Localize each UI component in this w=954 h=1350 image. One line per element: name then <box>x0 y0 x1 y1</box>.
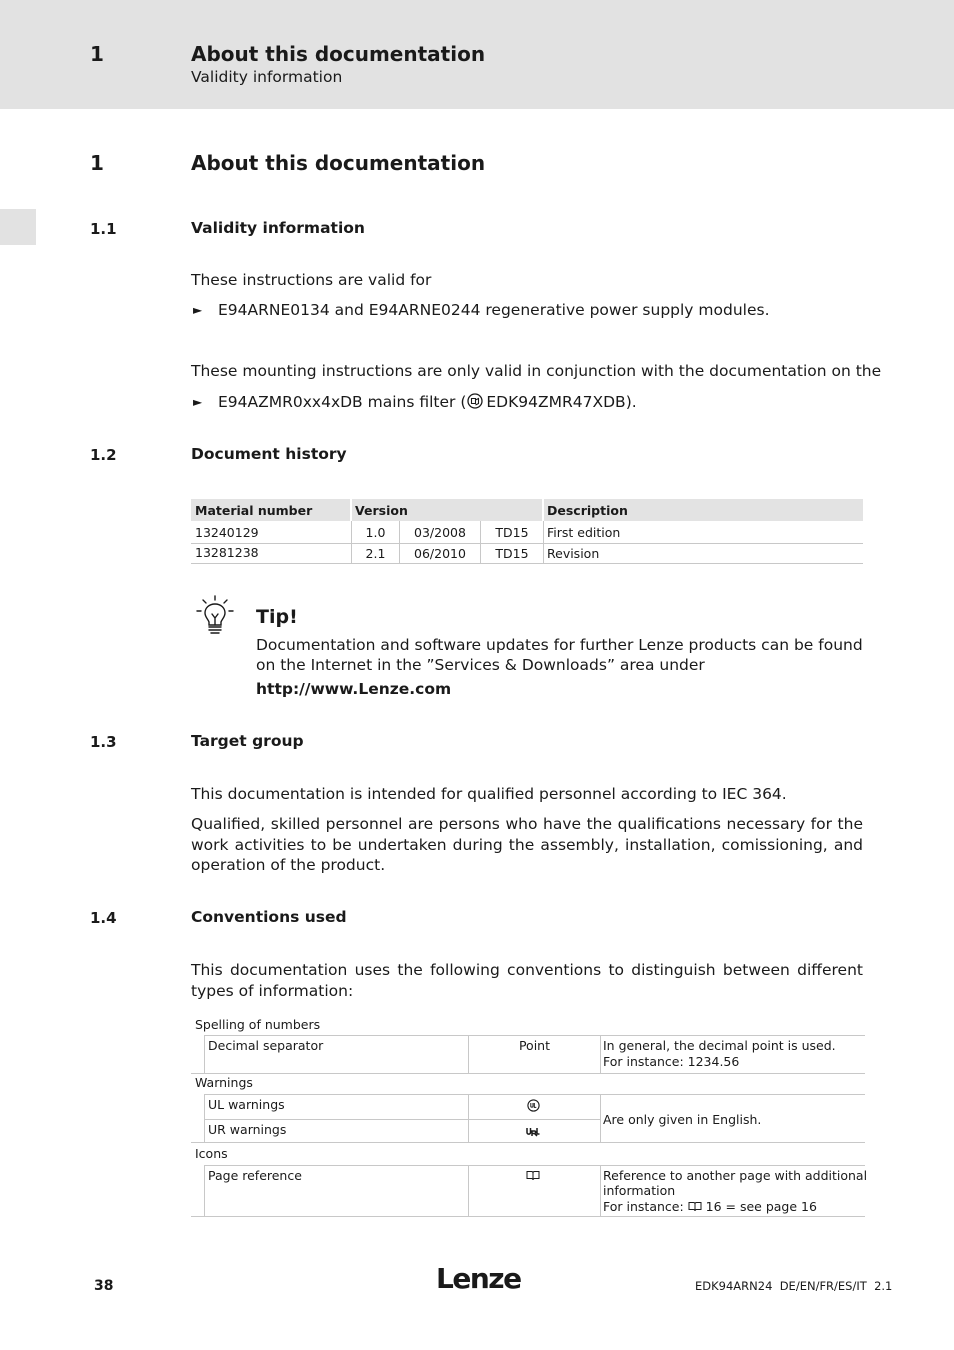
section-1-3-number: 1.3 <box>90 733 117 751</box>
page-reference-label: Page reference <box>208 1168 302 1183</box>
bullet-2-end: ). <box>625 393 637 411</box>
example-suffix: 16 = see page 16 <box>701 1199 817 1214</box>
group-spelling-of-numbers: Spelling of numbers <box>195 1017 321 1032</box>
col-material-number: Material number <box>195 503 313 518</box>
group-icons: Icons <box>195 1146 228 1161</box>
row1-td: TD15 <box>495 525 529 540</box>
document-reference-icon <box>467 393 483 409</box>
row1-date: 03/2008 <box>414 525 466 540</box>
bullet-2-reference: EDK94ZMR47XDB <box>486 393 626 411</box>
table-bottom-border <box>191 563 863 564</box>
warnings-description: Are only given in English. <box>603 1112 762 1127</box>
decimal-desc-line-2: For instance: 1234.56 <box>603 1054 740 1069</box>
ul-mark-icon <box>527 1099 540 1112</box>
bullet-arrow-icon: ► <box>193 303 203 317</box>
ur-warnings-label: UR warnings <box>208 1122 287 1137</box>
header-separator <box>542 499 544 521</box>
row2-description: Revision <box>547 546 600 561</box>
column-divider <box>468 1165 469 1216</box>
column-divider <box>468 1094 469 1142</box>
col-version: Version <box>355 503 408 518</box>
column-divider <box>600 1165 601 1216</box>
header-subtitle: Validity information <box>191 68 343 86</box>
row2-td: TD15 <box>495 546 529 561</box>
decimal-separator-label: Decimal separator <box>208 1038 324 1053</box>
column-divider <box>600 1094 601 1142</box>
header-separator <box>350 499 352 521</box>
row-divider <box>205 1165 865 1166</box>
row-divider <box>191 543 863 544</box>
column-divider <box>204 1165 205 1216</box>
page-reference-desc-line-1: Reference to another page with additional <box>603 1168 868 1183</box>
row-divider <box>205 1035 865 1036</box>
col-description: Description <box>547 503 628 518</box>
validity-bullet-1: E94ARNE0134 and E94ARNE0244 regenerative power supply modules. <box>218 301 770 319</box>
row-divider <box>205 1094 865 1095</box>
decimal-separator-value: Point <box>518 1038 551 1053</box>
tip-title: Tip! <box>256 606 298 628</box>
ur-mark-icon <box>526 1127 540 1137</box>
section-1-4-number: 1.4 <box>90 909 117 927</box>
row1-material: 13240129 <box>195 525 259 540</box>
section-1-3-title: Target group <box>191 732 304 750</box>
section-1-1-number: 1.1 <box>90 220 117 238</box>
target-group-paragraph-1: This documentation is intended for qualified personnel according to IEC 364. <box>191 785 787 803</box>
section-1-1-title: Validity information <box>191 219 365 237</box>
row1-version: 1.0 <box>365 525 386 540</box>
row-divider <box>205 1119 600 1120</box>
document-id: EDK94ARN24 DE/EN/FR/ES/IT 2.1 <box>695 1279 893 1293</box>
header-chapter-title: About this documentation <box>191 42 486 66</box>
book-icon <box>526 1170 540 1181</box>
lenze-logo: Lenze <box>436 1262 521 1295</box>
tip-line-1: Documentation and software updates for further Lenze products can be found <box>256 636 863 654</box>
row-divider <box>191 1073 865 1074</box>
row1-description: First edition <box>547 525 621 540</box>
bullet-arrow-icon: ► <box>193 395 203 409</box>
column-divider <box>204 1035 205 1073</box>
group-warnings: Warnings <box>195 1075 253 1090</box>
row2-date: 06/2010 <box>414 546 466 561</box>
bullet-2-text: E94AZMR0xx4xDB mains filter ( <box>218 393 467 411</box>
row-divider <box>191 1142 865 1143</box>
section-1-2-number: 1.2 <box>90 446 117 464</box>
side-tab-marker <box>0 209 36 245</box>
chapter-title: About this documentation <box>191 151 486 175</box>
target-group-paragraph-2: Qualified, skilled personnel are persons who have the qualifications necessary for the work activities to be undertaken during the assembly, installation, comissioning, and operation of the product. <box>191 815 863 874</box>
lenze-url-link[interactable]: http://www.Lenze.com <box>256 680 452 698</box>
validity-intro: These instructions are valid for <box>191 271 432 289</box>
example-prefix: For instance: <box>603 1199 688 1214</box>
decimal-desc-line-1: In general, the decimal point is used. <box>603 1038 836 1053</box>
column-divider <box>600 1035 601 1073</box>
page-number: 38 <box>94 1278 114 1294</box>
row2-material: 13281238 <box>195 545 259 560</box>
table-bottom-border <box>191 1216 865 1217</box>
row2-version: 2.1 <box>365 546 386 561</box>
page-reference-desc-line-3 <box>603 1199 817 1214</box>
section-1-4-title: Conventions used <box>191 908 347 926</box>
lightbulb-icon <box>194 594 236 636</box>
ul-warnings-label: UL warnings <box>208 1097 285 1112</box>
header-chapter-number: 1 <box>90 42 104 66</box>
conventions-paragraph: This documentation uses the following conventions to distinguish between different types of information: <box>191 961 863 1000</box>
column-divider <box>204 1094 205 1142</box>
page-reference-desc-line-2: information <box>603 1183 676 1198</box>
book-icon <box>688 1201 702 1212</box>
validity-paragraph-2: These mounting instructions are only valid in conjunction with the documentation on the <box>191 362 882 380</box>
tip-line-2: on the Internet in the ”Services & Downloads” area under <box>256 656 705 674</box>
section-1-2-title: Document history <box>191 445 347 463</box>
validity-bullet-2 <box>218 392 637 413</box>
chapter-number: 1 <box>90 151 104 175</box>
